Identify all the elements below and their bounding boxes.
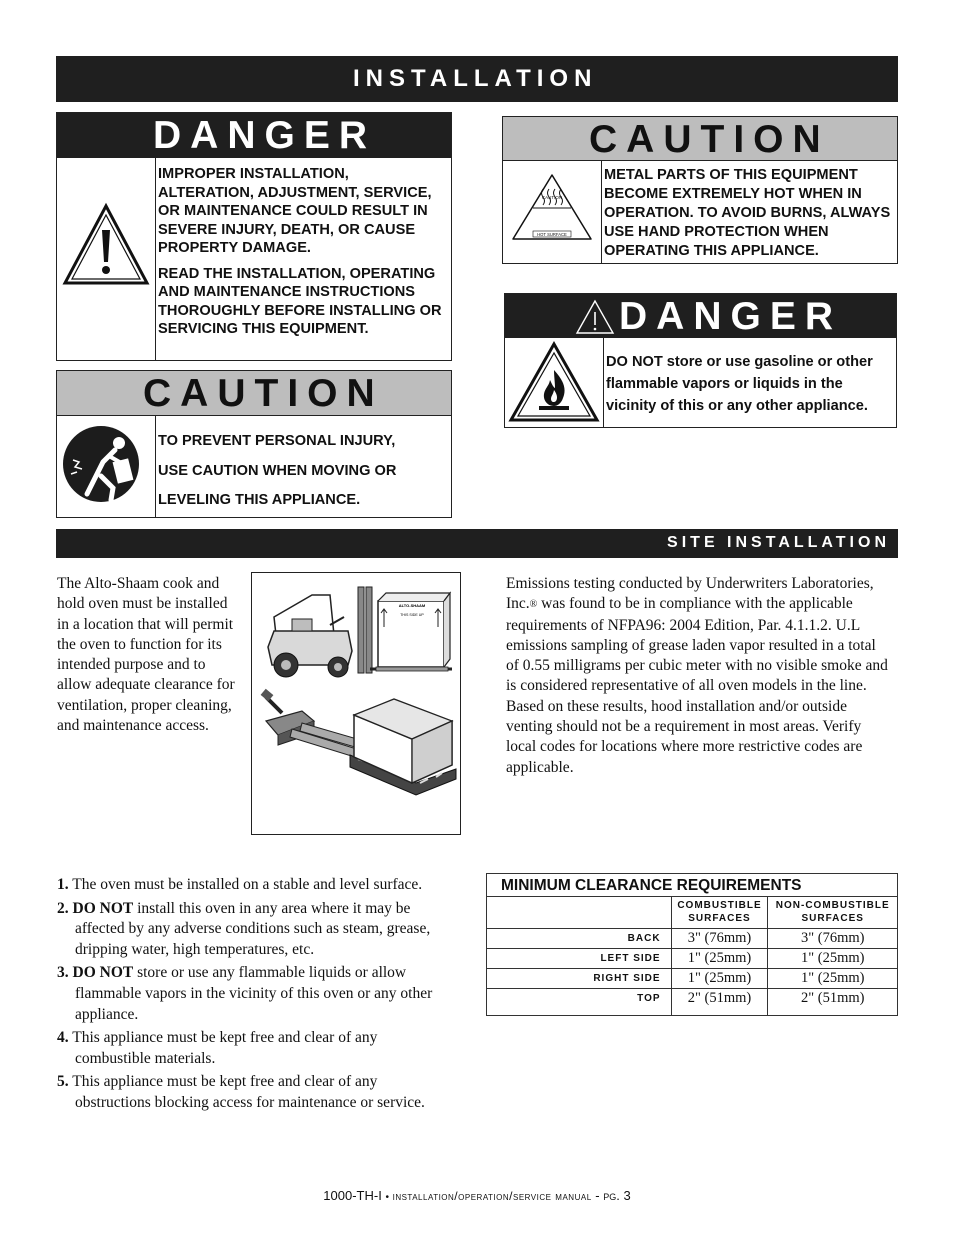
- table-row: [487, 949, 898, 969]
- doc-id: 1000-TH-I: [323, 1188, 382, 1203]
- clearance-table: [486, 873, 898, 1016]
- registered-mark: ®: [529, 599, 538, 611]
- carton-brand-label: ALTO-SHAAM: [398, 603, 426, 608]
- danger-box-installation: [56, 112, 452, 361]
- list-item: [57, 1028, 442, 1069]
- caution-box-hot-surface: [502, 116, 898, 264]
- danger-flammable-header: [505, 294, 896, 338]
- hot-icon-caption-top: CAUTION: [541, 195, 563, 200]
- combustible-value: 3" (76mm): [671, 929, 768, 949]
- table-row: [487, 929, 898, 949]
- caution-moving-line-1: TO PREVENT PERSONAL INJURY,: [158, 433, 396, 449]
- page-footer: [0, 1188, 954, 1203]
- col-header-noncombustible: [768, 897, 898, 929]
- hot-surface-icon: [503, 161, 602, 263]
- danger-flammable-icon-cell: [505, 338, 604, 427]
- combustible-value: 2" (51mm): [671, 989, 768, 1016]
- caution-hot-header: [503, 117, 897, 161]
- caution-moving-line-3: LEVELING THIS APPLIANCE.: [158, 492, 361, 508]
- row-label: RIGHT SIDE: [487, 969, 672, 989]
- step-number: 1.: [57, 876, 69, 893]
- row-label: BACK: [487, 929, 672, 949]
- caution-title: CAUTION: [143, 372, 384, 415]
- combustible-value: 1" (25mm): [671, 969, 768, 989]
- empty-header-cell: [487, 897, 672, 929]
- danger-warning-text: IMPROPER INSTALLATION, ALTERATION, ADJUSTMENT, SERVICE, OR MAINTENANCE COULD RESULT IN SEVERE INJURY, DEATH, OR CAUSE PROPERTY DAMAGE.: [158, 166, 432, 256]
- step-text: The oven must be installed on a stable and level surface.: [72, 876, 423, 893]
- list-item: [57, 963, 442, 1025]
- site-installation-banner: [56, 529, 898, 558]
- lifting-injury-icon: [57, 416, 156, 517]
- forklift-pallet-illustration: [252, 573, 460, 834]
- table-row: [487, 969, 898, 989]
- step-number: 5.: [57, 1073, 69, 1091]
- noncombustible-value: 1" (25mm): [768, 969, 898, 989]
- danger-box-flammable: [504, 293, 897, 428]
- step-text: This appliance must be kept free and clear of any combustible materials.: [72, 1029, 378, 1067]
- caution-hot-text: METAL PARTS OF THIS EQUIPMENT BECOME EXTREMELY HOT WHEN IN OPERATION. TO AVOID BURNS, ALWAYS USE HAND PROTECTION WHEN OPERATING THIS APPLIANCE.: [604, 167, 891, 259]
- row-label: LEFT SIDE: [487, 949, 672, 969]
- caution-hot-icon-cell: [503, 161, 602, 263]
- danger-header: [57, 113, 451, 158]
- page-title: INSTALLATION: [353, 65, 598, 92]
- row-label: TOP: [487, 989, 672, 1016]
- col-header-combustible-line-1: COMBUSTIBLE: [677, 900, 762, 911]
- list-item: [57, 875, 442, 896]
- list-item: [57, 1072, 442, 1113]
- manual-title: installation/operation/service manual: [392, 1189, 592, 1203]
- danger-flammable-title: DANGER: [619, 295, 843, 338]
- step-text: install this oven in any area where it may be affected by any adverse conditions such as steam, grease, dripping water, high temperatures, etc.: [75, 899, 431, 958]
- installation-header: [56, 56, 898, 102]
- combustible-value: 1" (25mm): [671, 949, 768, 969]
- emissions-text-part-2: was found to be in compliance with the applicable requirements of NFPA96: 2004 Edition, Par. 4.1.1.2. U.L emissions sampling of grease laden vapor resulted in a total of 0.55 milligrams per cubic meter with no visible smoke and is considered representative of all oven models in the line. Based on these results, hood installation and/or outside venting should not be a requirement in most areas. Verify local codes for locations where more restrictive codes are applicable.: [506, 595, 888, 776]
- step-text: store or use any flammable liquids or allow flammable vapors in the vicinity of this oven or any other appliance.: [75, 964, 433, 1023]
- moving-illustration: [251, 572, 461, 835]
- danger-instruction-text: READ THE INSTALLATION, OPERATING AND MAINTENANCE INSTRUCTIONS THOROUGHLY BEFORE INSTALLING OR SERVICING THIS EQUIPMENT.: [158, 265, 442, 337]
- table-row: [487, 989, 898, 1016]
- noncombustible-value: 3" (76mm): [768, 929, 898, 949]
- col-header-combustible-line-2: SURFACES: [688, 912, 751, 924]
- flammable-fire-icon: [505, 338, 604, 427]
- caution-hot-title: CAUTION: [589, 118, 830, 161]
- danger-icon-cell: [57, 158, 156, 360]
- hot-icon-caption-bottom: HOT SURFACE: [537, 232, 567, 237]
- footer-bullet: •: [385, 1192, 389, 1203]
- noncombustible-value: 1" (25mm): [768, 949, 898, 969]
- list-item: [57, 899, 442, 961]
- caution-box-moving: [56, 370, 452, 518]
- caution-lift-icon-cell: [57, 416, 156, 517]
- danger-title: DANGER: [153, 114, 377, 157]
- section-title: SITE INSTALLATION: [667, 534, 890, 551]
- clearance-table-container: [486, 873, 898, 1016]
- carton-orientation-label: THIS SIDE UP: [400, 613, 424, 617]
- clearance-table-title: MINIMUM CLEARANCE REQUIREMENTS: [487, 874, 898, 897]
- site-intro-text: The Alto-Shaam cook and hold oven must be installed in a location that will permit the oven to function for its intended purpose and to allow adequate clearance for ventilation, proper cleaning, and maintenance access.: [57, 575, 235, 735]
- step-emphasis: DO NOT: [72, 964, 134, 982]
- step-number: 2.: [57, 899, 69, 917]
- noncombustible-value: 2" (51mm): [768, 989, 898, 1016]
- col-header-noncombustible-line-2: SURFACES: [801, 912, 864, 924]
- emissions-text-part-1: Emissions testing conducted by Underwriters Laboratories, Inc.: [506, 575, 874, 613]
- exclamation-triangle-icon: [57, 158, 156, 360]
- step-number: 3.: [57, 964, 69, 982]
- step-text: This appliance must be kept free and clear of any obstructions blocking access for maintenance or service.: [72, 1073, 425, 1111]
- caution-moving-line-2: USE CAUTION WHEN MOVING OR: [158, 462, 397, 479]
- step-emphasis: DO NOT: [72, 899, 134, 917]
- page-number: - pg. 3: [595, 1188, 631, 1203]
- emissions-text: [506, 574, 892, 778]
- step-number: 4.: [57, 1029, 69, 1047]
- warning-triangle-icon: [575, 297, 615, 337]
- installation-steps: [57, 875, 442, 1114]
- col-header-noncombustible-line-1: NON-COMBUSTIBLE: [775, 900, 890, 911]
- col-header-combustible: [671, 897, 768, 929]
- caution-header: [57, 371, 451, 416]
- danger-flammable-text: DO NOT store or use gasoline or other flammable vapors or liquids in the vicinity of this or any other appliance.: [606, 354, 873, 414]
